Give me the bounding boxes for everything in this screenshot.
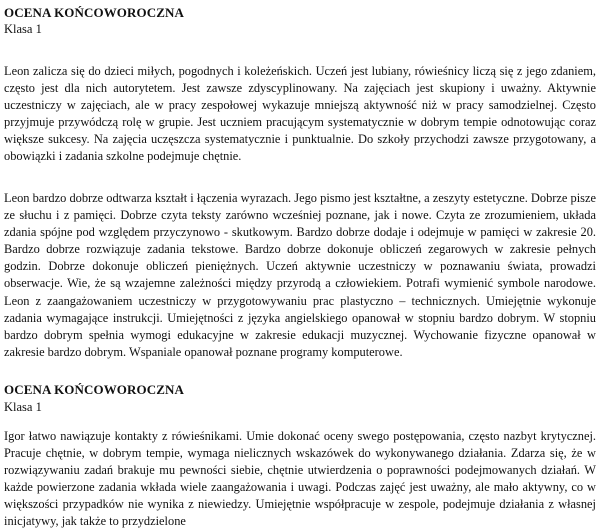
class-label: Klasa 1 — [4, 22, 42, 36]
assessment-paragraph: Leon bardzo dobrze odtwarza kształt i łączenia wyrazach. Jego pismo jest kształtne, a zeszyty estetyczne. Dobrze pisze ze słuchu i z pamięci. Dobrze czyta teksty zarówno wcześniej poznane, jak i nowe. Czyta ze zrozumieniem, układa zdania spójne pod względem przyczynowo - skutkowym. Bardzo dobrze dodaje i odejmuje w pamięci w zakresie 20. Bardzo dobrze rozwiązuje zadania tekstowe. Bardzo dobrze dokonuje obliczeń zegarowych w zakresie pełnych godzin. Dobrze dokonuje obliczeń pieniężnych. Uczeń aktywnie uczestniczy w poznawaniu świata, prowadzi obserwacje. Wie, że są wzajemne zależności między przyrodą a człowiekiem. Potrafi wymienić symbole narodowe. Leon z zaangażowaniem uczestniczy w przygotowywaniu prac plastyczno – technicznych. Umiejętnie wykonuje zadania wymagające instrukcji. Umiejętności z języka angielskiego opanował w stopniu bardzo dobrym. W stopniu bardzo dobrym spełnia wymogi edukacyjne w zakresie edukacji muzycznej. Wychowanie fizyczne opanował w zakresie bardzo dobrym. Wspaniale opanował poznane programy komputerowe. — [4, 191, 596, 359]
section-title: OCENA KOŃCOWOROCZNA — [4, 5, 184, 20]
assessment-paragraph: Igor łatwo nawiązuje kontakty z rówieśnikami. Umie dokonać oceny swego postępowania, często nazbyt krytycznej. Pracuje chętnie, w dobrym tempie, wymaga nielicznych wskazówek do wykonywanego działania. Zdarza się, że w rozwiązywaniu zadań brakuje mu pewności siebie, chętnie utwierdzenia o poprawności podejmowanych działań. W każde powierzone zadania wkłada wiele zaangażowania i uwagi. Podczas zajęć jest uważny, ale mało aktywny, co w większości przypadków nie wynika z niewiedzy. Umiejętnie współpracuje w zespole, podejmuje działania z własnej inicjatywy, jak także to przydzielone — [4, 429, 596, 529]
class-label: Klasa 1 — [4, 400, 42, 414]
assessment-paragraph: Leon zalicza się do dzieci miłych, pogodnych i koleżeńskich. Uczeń jest lubiany, rówieśnicy liczą się z jego zdaniem, często jest dla nich autorytetem. Jest zawsze zdyscyplinowany. Na zajęciach jest skupiony i uważny. Aktywnie uczestniczy w zajęciach, ale w pracy zespołowej wykazuje mniejszą aktywność niż w pracy samodzielnej. Często przyjmuje przywódczą rolę w grupie. Jest uczniem pracującym systematycznie w dobrym tempie odnotowując coraz większe sukcesy. Na zajęcia uczęszcza systematycznie i punktualnie. Do szkoły przychodzi zawsze przygotowany, a obowiązki i zadania szkolne podejmuje chętnie. — [4, 64, 596, 164]
section-title: OCENA KOŃCOWOROCZNA — [4, 382, 184, 397]
